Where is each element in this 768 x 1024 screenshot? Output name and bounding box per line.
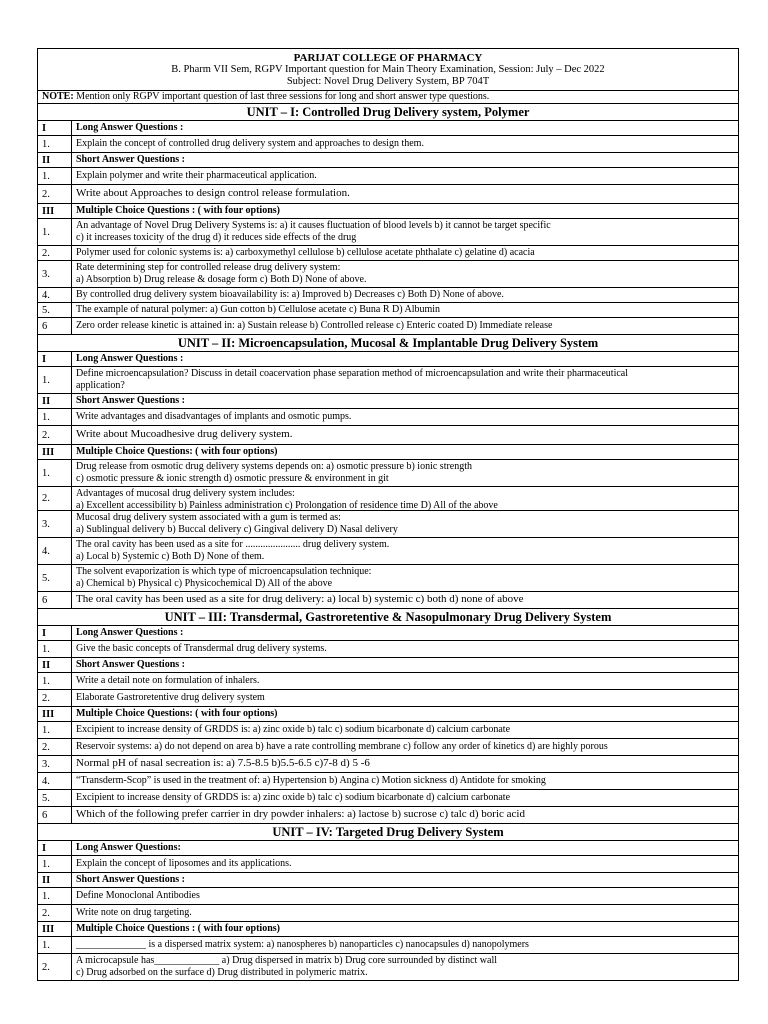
mcq-question-row	[38, 303, 738, 318]
question-line: Excipient to increase density of GRDDS is: a) zinc oxide b) talc c) sodium bicarbonate d) calcium carbonate	[76, 724, 511, 736]
section-label: Short Answer Questions :	[76, 154, 185, 166]
long-question-row	[38, 136, 738, 153]
question-line: Advantages of mucosal drug delivery system includes:	[76, 488, 295, 499]
question-text	[72, 367, 738, 393]
item-number: 6	[38, 807, 72, 823]
mcq-question-row	[38, 318, 738, 335]
question-text	[72, 807, 738, 823]
item-number: 3.	[38, 261, 72, 287]
section-header-mcq	[38, 445, 738, 460]
question-line: Write about Approaches to design control release formulation.	[76, 187, 350, 200]
item-number: 3.	[38, 756, 72, 772]
mcq-question-row	[38, 773, 738, 790]
question-line: Write note on drug targeting.	[76, 907, 192, 919]
item-number: 1.	[38, 673, 72, 689]
question-line: a) Local b) Systemic c) Both D) None of them.	[76, 550, 265, 562]
question-text	[72, 136, 738, 152]
question-text	[72, 592, 738, 608]
section-label: Long Answer Questions :	[76, 353, 184, 365]
question-text	[72, 905, 738, 921]
question-text	[72, 565, 738, 591]
mcq-question-row	[38, 487, 738, 511]
item-number: 2.	[38, 426, 72, 444]
question-line: Reservoir systems: a) do not depend on area b) have a rate controlling membrane c) follow any order of kinetics d) are highly porous	[76, 741, 608, 753]
item-number: 5.	[38, 790, 72, 806]
item-number: 1.	[38, 168, 72, 184]
question-line: Drug release from osmotic drug delivery systems depends on: a) osmotic pressure b) ionic strength	[76, 461, 473, 472]
item-number: I	[38, 121, 72, 135]
question-text	[72, 888, 738, 904]
question-text	[72, 288, 738, 302]
question-line: a) Sublingual delivery b) Buccal delivery c) Gingival delivery D) Nasal delivery	[76, 523, 398, 535]
mcq-question-row	[38, 460, 738, 487]
mcq-question-row	[38, 261, 738, 288]
question-line: c) it increases toxicity of the drug d) it reduces side effects of the drug	[76, 231, 357, 243]
question-line: The solvent evaporization is which type of microencapsulation technique:	[76, 566, 372, 577]
question-text	[72, 641, 738, 657]
question-line: c) Drug adsorbed on the surface d) Drug distributed in polymeric matrix.	[76, 966, 368, 978]
question-line: Rate determining step for controlled release drug delivery system:	[76, 262, 341, 273]
mcq-question-row	[38, 288, 738, 303]
question-line: “Transderm-Scop” is used in the treatment of: a) Hypertension b) Angina c) Motion sickness d) Antidote for smoking	[76, 775, 546, 787]
item-number: 2.	[38, 690, 72, 706]
question-line: c) osmotic pressure & ionic strength d) osmotic pressure & environment in git	[76, 472, 389, 484]
section-header-mcq	[38, 922, 738, 937]
section-label: Multiple Choice Questions: ( with four options)	[76, 446, 278, 458]
mcq-question-row	[38, 937, 738, 954]
question-line: Define microencapsulation? Discuss in detail coacervation phase separation method of microencapsulation and write their pharmaceutical	[76, 368, 629, 379]
question-line: Write advantages and disadvantages of implants and osmotic pumps.	[76, 411, 352, 423]
mcq-question-row	[38, 807, 738, 824]
item-number: 3.	[38, 511, 72, 537]
item-number: 1.	[38, 460, 72, 486]
short-question-row	[38, 185, 738, 204]
question-text	[72, 690, 738, 706]
question-line: Write about Mucoadhesive drug delivery system.	[76, 428, 293, 441]
question-line: By controlled drug delivery system bioavailability is: a) Improved b) Decreases c) Both D) None of above.	[76, 289, 504, 301]
subject-info: Subject: Novel Drug Delivery System, BP 704T	[286, 76, 490, 87]
question-line: An advantage of Novel Drug Delivery Systems is: a) it causes fluctuation of blood levels b) it cannot be target specific	[76, 220, 551, 231]
long-question-row	[38, 641, 738, 658]
item-number: II	[38, 153, 72, 167]
section-label: Long Answer Questions :	[76, 627, 184, 639]
item-number: 1.	[38, 856, 72, 872]
question-text	[72, 739, 738, 755]
question-text	[72, 673, 738, 689]
question-text	[72, 954, 738, 980]
question-line: Mucosal drug delivery system associated with a gum is termed as:	[76, 512, 341, 523]
item-number: 2.	[38, 905, 72, 921]
question-line: A microcapsule has_____________ a) Drug dispersed in matrix b) Drug core surrounded by distinct wall	[76, 955, 498, 966]
item-number: 2.	[38, 185, 72, 203]
question-line: The example of natural polymer: a) Gun cotton b) Cellulose acetate c) Buna R D) Albumin	[76, 304, 441, 316]
question-text	[72, 261, 738, 287]
item-number: 2.	[38, 739, 72, 755]
unit-title: UNIT – II: Microencapsulation, Mucosal & Implantable Drug Delivery System	[38, 335, 738, 352]
section-header-short	[38, 873, 738, 888]
question-line: Which of the following prefer carrier in dry powder inhalers: a) lactose b) sucrose c) talc d) boric acid	[76, 808, 525, 821]
note-row	[38, 91, 738, 104]
section-header-mcq	[38, 707, 738, 722]
short-question-row	[38, 888, 738, 905]
item-number: II	[38, 873, 72, 887]
mcq-question-row	[38, 511, 738, 538]
question-text	[72, 790, 738, 806]
question-text	[72, 409, 738, 425]
question-text	[72, 773, 738, 789]
question-text	[72, 303, 738, 317]
question-line: Normal pH of nasal secreation is: a) 7.5-8.5 b)5.5-6.5 c)7-8 d) 5 -6	[76, 757, 370, 770]
question-text	[72, 538, 738, 564]
question-line: Excipient to increase density of GRDDS is: a) zinc oxide b) talc c) sodium bicarbonate d) calcium carbonate	[76, 792, 511, 804]
item-number: 6	[38, 592, 72, 608]
question-line: Explain the concept of controlled drug delivery system and approaches to design them.	[76, 138, 424, 150]
question-line: a) Chemical b) Physical c) Physicochemical D) All of the above	[76, 577, 333, 589]
question-line: Write a detail note on formulation of inhalers.	[76, 675, 260, 687]
short-question-row	[38, 905, 738, 922]
item-number: 4.	[38, 773, 72, 789]
item-number: 1.	[38, 367, 72, 393]
item-number: III	[38, 445, 72, 459]
question-text	[72, 426, 738, 444]
exam-info: B. Pharm VII Sem, RGPV Important question for Main Theory Examination, Session: July – Dec 2022	[171, 64, 605, 75]
mcq-question-row	[38, 954, 738, 980]
unit-title: UNIT – I: Controlled Drug Delivery system, Polymer	[38, 104, 738, 121]
note-text: Mention only RGPV important question of last three sessions for long and short answer type questions.	[73, 91, 490, 102]
short-question-row	[38, 690, 738, 707]
item-number: 1.	[38, 937, 72, 953]
units-container	[38, 104, 738, 980]
section-label: Multiple Choice Questions : ( with four options)	[76, 923, 280, 935]
section-label: Multiple Choice Questions: ( with four options)	[76, 708, 278, 720]
long-question-row	[38, 367, 738, 394]
item-number: 5.	[38, 565, 72, 591]
question-line: Zero order release kinetic is attained in: a) Sustain release b) Controlled release c) Enteric coated D) Immediate release	[76, 320, 553, 332]
item-number: 4.	[38, 288, 72, 302]
section-label: Multiple Choice Questions : ( with four options)	[76, 205, 280, 217]
section-header-long	[38, 121, 738, 136]
mcq-question-row	[38, 565, 738, 592]
item-number: 1.	[38, 219, 72, 245]
item-number: II	[38, 658, 72, 672]
question-text	[72, 937, 738, 953]
item-number: 1.	[38, 409, 72, 425]
mcq-question-row	[38, 790, 738, 807]
item-number: 2.	[38, 246, 72, 260]
question-text	[72, 487, 738, 510]
mcq-question-row	[38, 246, 738, 261]
item-number: 5.	[38, 303, 72, 317]
question-text	[72, 185, 738, 203]
section-label: Short Answer Questions :	[76, 874, 185, 886]
unit-title: UNIT – III: Transdermal, Gastroretentive & Nasopulmonary Drug Delivery System	[38, 609, 738, 626]
section-header-short	[38, 153, 738, 168]
question-text	[72, 460, 738, 486]
section-label: Short Answer Questions :	[76, 395, 185, 407]
unit-title: UNIT – IV: Targeted Drug Delivery System	[38, 824, 738, 841]
question-text	[72, 246, 738, 260]
question-text	[72, 219, 738, 245]
question-line: a) Absorption b) Drug release & dosage form c) Both D) None of above.	[76, 273, 367, 285]
mcq-question-row	[38, 219, 738, 246]
question-text	[72, 722, 738, 738]
item-number: 1.	[38, 722, 72, 738]
question-sheet	[37, 48, 739, 981]
short-question-row	[38, 426, 738, 445]
short-question-row	[38, 168, 738, 185]
item-number: III	[38, 707, 72, 721]
college-name: PARIJAT COLLEGE OF PHARMACY	[293, 52, 483, 64]
item-number: 1.	[38, 888, 72, 904]
item-number: I	[38, 352, 72, 366]
item-number: 1.	[38, 641, 72, 657]
question-text	[72, 511, 738, 537]
question-text	[72, 856, 738, 872]
question-line: The oral cavity has been used as a site for ...................... drug delivery system.	[76, 539, 390, 550]
section-label: Long Answer Questions :	[76, 122, 184, 134]
item-number: 2.	[38, 954, 72, 980]
section-header-short	[38, 394, 738, 409]
mcq-question-row	[38, 538, 738, 565]
question-line: Polymer used for colonic systems is: a) carboxymethyl cellulose b) cellulose acetate phthalate c) gelatine d) acacia	[76, 247, 535, 259]
question-line: Explain the concept of liposomes and its applications.	[76, 858, 292, 870]
question-line: Define Monoclonal Antibodies	[76, 890, 200, 902]
item-number: 2.	[38, 487, 72, 510]
question-text	[72, 318, 738, 334]
question-line: Give the basic concepts of Transdermal drug delivery systems.	[76, 643, 327, 655]
question-text	[72, 168, 738, 184]
section-header-long	[38, 841, 738, 856]
section-header-mcq	[38, 204, 738, 219]
question-line: Elaborate Gastroretentive drug delivery system	[76, 692, 265, 704]
item-number: III	[38, 204, 72, 218]
section-label: Short Answer Questions :	[76, 659, 185, 671]
item-number: III	[38, 922, 72, 936]
long-question-row	[38, 856, 738, 873]
item-number: I	[38, 841, 72, 855]
item-number: 1.	[38, 136, 72, 152]
section-label: Long Answer Questions:	[76, 842, 181, 854]
section-header-long	[38, 626, 738, 641]
mcq-question-row	[38, 756, 738, 773]
item-number: II	[38, 394, 72, 408]
mcq-question-row	[38, 722, 738, 739]
section-header-long	[38, 352, 738, 367]
question-line: application?	[76, 379, 125, 391]
question-line: ______________ is a dispersed matrix system: a) nanospheres b) nanoparticles c) nanocapsules d) nanopolymers	[76, 939, 529, 951]
short-question-row	[38, 673, 738, 690]
mcq-question-row	[38, 739, 738, 756]
document-header	[38, 49, 738, 91]
question-text	[72, 756, 738, 772]
item-number: I	[38, 626, 72, 640]
mcq-question-row	[38, 592, 738, 609]
section-header-short	[38, 658, 738, 673]
question-line: The oral cavity has been used as a site for drug delivery: a) local b) systemic c) both d) none of above	[76, 593, 524, 606]
item-number: 4.	[38, 538, 72, 564]
question-line: Explain polymer and write their pharmaceutical application.	[76, 170, 317, 182]
item-number: 6	[38, 318, 72, 334]
note-label: NOTE:	[42, 91, 74, 102]
question-line: a) Excellent accessibility b) Painless administration c) Prolongation of residence time D) All of the above	[76, 499, 498, 511]
short-question-row	[38, 409, 738, 426]
